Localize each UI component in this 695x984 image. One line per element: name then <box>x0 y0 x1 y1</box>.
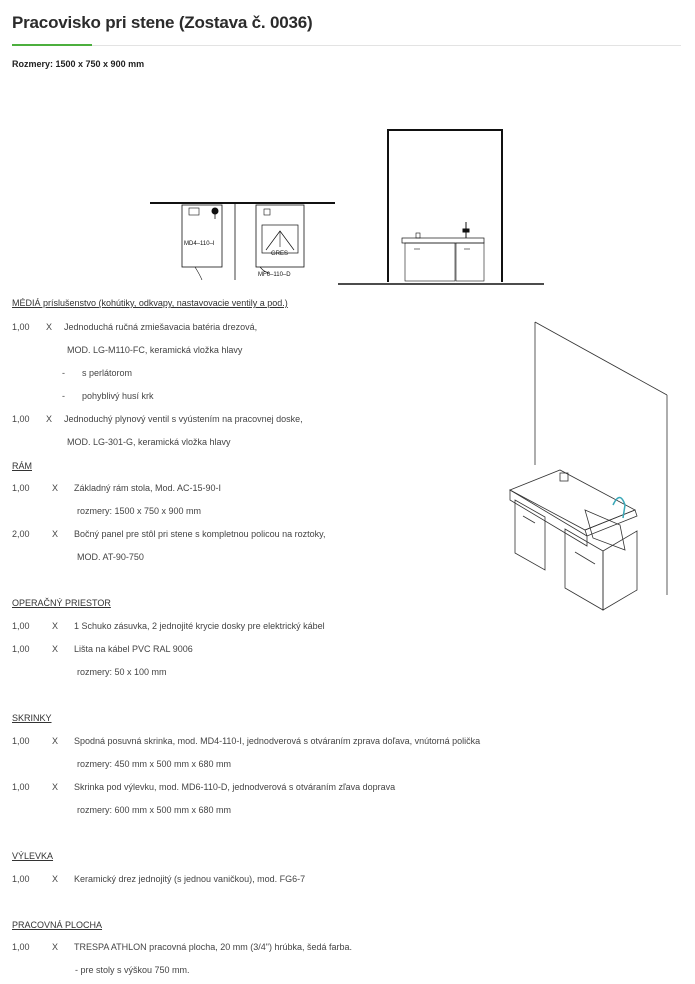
multiply-mark: X <box>52 644 59 654</box>
multiply-mark: X <box>52 529 59 539</box>
qty: 2,00 <box>12 529 30 539</box>
title-divider <box>12 45 681 46</box>
multiply-mark: X <box>46 322 53 332</box>
item-text: Bočný panel pre stôl pri stene s kompletnou policou na roztoky, <box>74 529 326 539</box>
qty: 1,00 <box>12 414 30 424</box>
skrinky-line-4: rozmery: 600 mm x 500 mm x 680 mm <box>77 805 232 815</box>
title-accent-bar <box>12 44 92 46</box>
qty: 1,00 <box>12 782 30 792</box>
plan-sink-label: GRES <box>271 251 289 257</box>
ram-line-2: rozmery: 1500 x 750 x 900 mm <box>77 506 202 516</box>
qty: 1,00 <box>12 736 30 746</box>
multiply-mark: X <box>46 414 53 424</box>
plocha-line-1 <box>12 942 352 952</box>
item-text: Jednoduchý plynový ventil s vyústením na pracovnej doske, <box>64 414 303 424</box>
media-line-6: MOD. LG-301-G, keramická vložka hlavy <box>67 437 231 447</box>
skrinky-line-1 <box>12 736 481 746</box>
vylevka-line-1 <box>12 874 306 884</box>
ram-line-3 <box>12 529 326 539</box>
multiply-mark: X <box>52 942 59 952</box>
media-line-2: MOD. LG-M110-FC, keramická vložka hlavy <box>67 345 243 355</box>
dimensions-label: Rozmery: 1500 x 750 x 900 mm <box>12 59 145 69</box>
media-line-1 <box>12 322 258 332</box>
multiply-mark: X <box>52 736 59 746</box>
operacny-line-1 <box>12 621 325 631</box>
skrinky-line-3 <box>12 782 396 792</box>
plan-cabinet-left-label: MD4–110–I <box>184 241 215 247</box>
media-line-4 <box>62 391 154 401</box>
qty: 1,00 <box>12 322 30 332</box>
item-text: 1 Schuko zásuvka, 2 jednojité krycie dosky pre elektrický kábel <box>74 621 325 631</box>
media-line-3 <box>62 368 133 378</box>
item-text: pohyblivý husí krk <box>82 391 154 401</box>
isometric-view-drawing <box>505 320 680 615</box>
operacny-line-2 <box>12 644 193 654</box>
section-heading-operacny: OPERAČNÝ PRIESTOR <box>12 598 111 608</box>
front-elevation-drawing <box>336 126 546 288</box>
plan-cabinet-right-label: MF6–110–D <box>258 272 291 278</box>
multiply-mark: X <box>52 782 59 792</box>
section-heading-vylevka: VÝLEVKA <box>12 851 54 861</box>
item-text: Jednoduchá ručná zmiešavacia batéria drezová, <box>64 322 258 332</box>
item-text: Keramický drez jednojitý (s jednou vaničkou), mod. FG6-7 <box>74 874 306 884</box>
plan-view-drawing <box>140 195 340 280</box>
media-line-5 <box>12 414 303 424</box>
item-text: s perlátorom <box>82 368 133 378</box>
item-text: Základný rám stola, Mod. AC-15-90-I <box>74 483 222 493</box>
item-text: Skrinka pod výlevku, mod. MD6-110-D, jednodverová s otváraním zľava doprava <box>74 782 396 792</box>
operacny-line-3: rozmery: 50 x 100 mm <box>77 667 167 677</box>
qty: 1,00 <box>12 483 30 493</box>
item-text: Spodná posuvná skrinka, mod. MD4-110-I, jednodverová s otváraním zprava doľava, vnútorná polička <box>74 736 481 746</box>
qty: 1,00 <box>12 644 30 654</box>
section-heading-plocha: PRACOVNÁ PLOCHA <box>12 920 103 930</box>
section-heading-skrinky: SKRINKY <box>12 713 52 723</box>
qty: 1,00 <box>12 621 30 631</box>
skrinky-line-2: rozmery: 450 mm x 500 mm x 680 mm <box>77 759 232 769</box>
qty: 1,00 <box>12 874 30 884</box>
plocha-line-2: - pre stoly s výškou 750 mm. <box>75 965 190 975</box>
multiply-mark: X <box>52 483 59 493</box>
ram-line-4: MOD. AT-90-750 <box>77 552 144 562</box>
page-title: Pracovisko pri stene (Zostava č. 0036) <box>12 13 313 32</box>
multiply-mark: X <box>52 874 59 884</box>
ram-line-1 <box>12 483 222 493</box>
item-text: TRESPA ATHLON pracovná plocha, 20 mm (3/4") hrúbka, šedá farba. <box>74 942 352 952</box>
bullet: - <box>62 391 65 401</box>
section-heading-media: MÉDIÁ príslušenstvo (kohútiky, odkvapy, nastavovacie ventily a pod.) <box>12 298 288 308</box>
multiply-mark: X <box>52 621 59 631</box>
item-text: Lišta na kábel PVC RAL 9006 <box>74 644 193 654</box>
bullet: - <box>62 368 65 378</box>
qty: 1,00 <box>12 942 30 952</box>
section-heading-ram: RÁM <box>12 461 32 471</box>
